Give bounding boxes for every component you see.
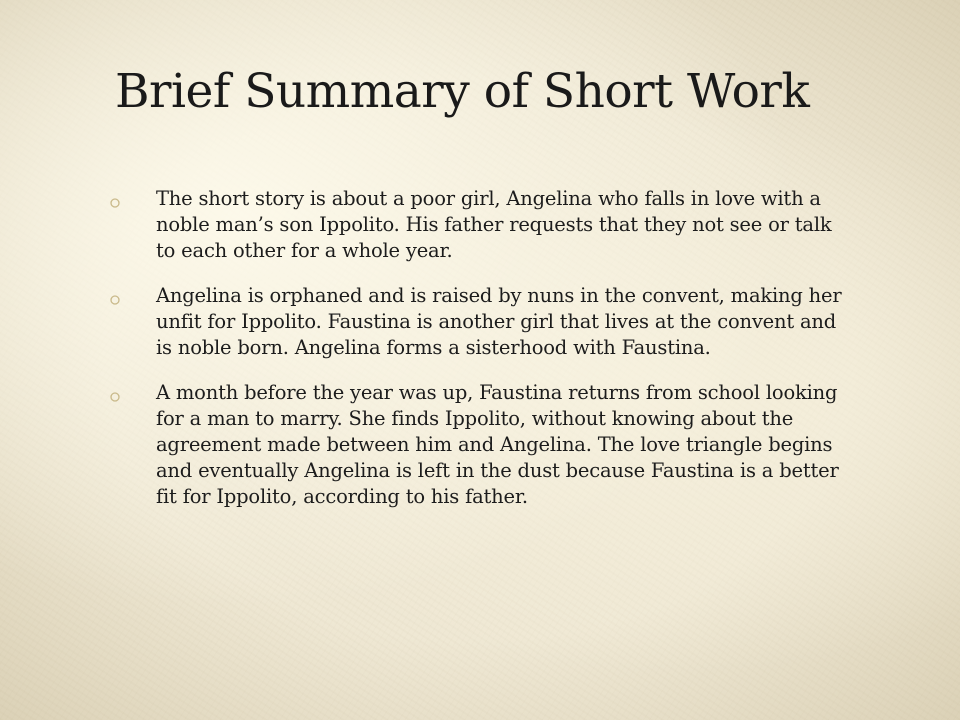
bullet-circle-icon — [110, 392, 120, 402]
bullet-text: A month before the year was up, Faustina returns from school looking for a man to marry. She finds Ippolito, without knowing about the agreement made between him and Angelina. The love triangle begins and eventually Angelina is left in the dust because Faustina is a better fit for Ippolito, according to his father. — [156, 381, 839, 508]
bullet-circle-icon — [110, 295, 120, 305]
bullet-text: Angelina is orphaned and is raised by nuns in the convent, making her unfit for Ippolito. Faustina is another girl that lives at the convent and is noble born. Angelina forms a sisterhood with Faustina. — [156, 284, 842, 359]
bullet-item — [108, 380, 848, 510]
bullet-list — [108, 186, 848, 529]
slide-title: Brief Summary of Short Work — [115, 64, 810, 119]
bullet-item — [108, 283, 848, 361]
bullet-circle-icon — [110, 198, 120, 208]
bullet-item — [108, 186, 848, 264]
bullet-text: The short story is about a poor girl, Angelina who falls in love with a noble man’s son Ippolito. His father requests that they not see or talk to each other for a whole year. — [156, 187, 832, 262]
